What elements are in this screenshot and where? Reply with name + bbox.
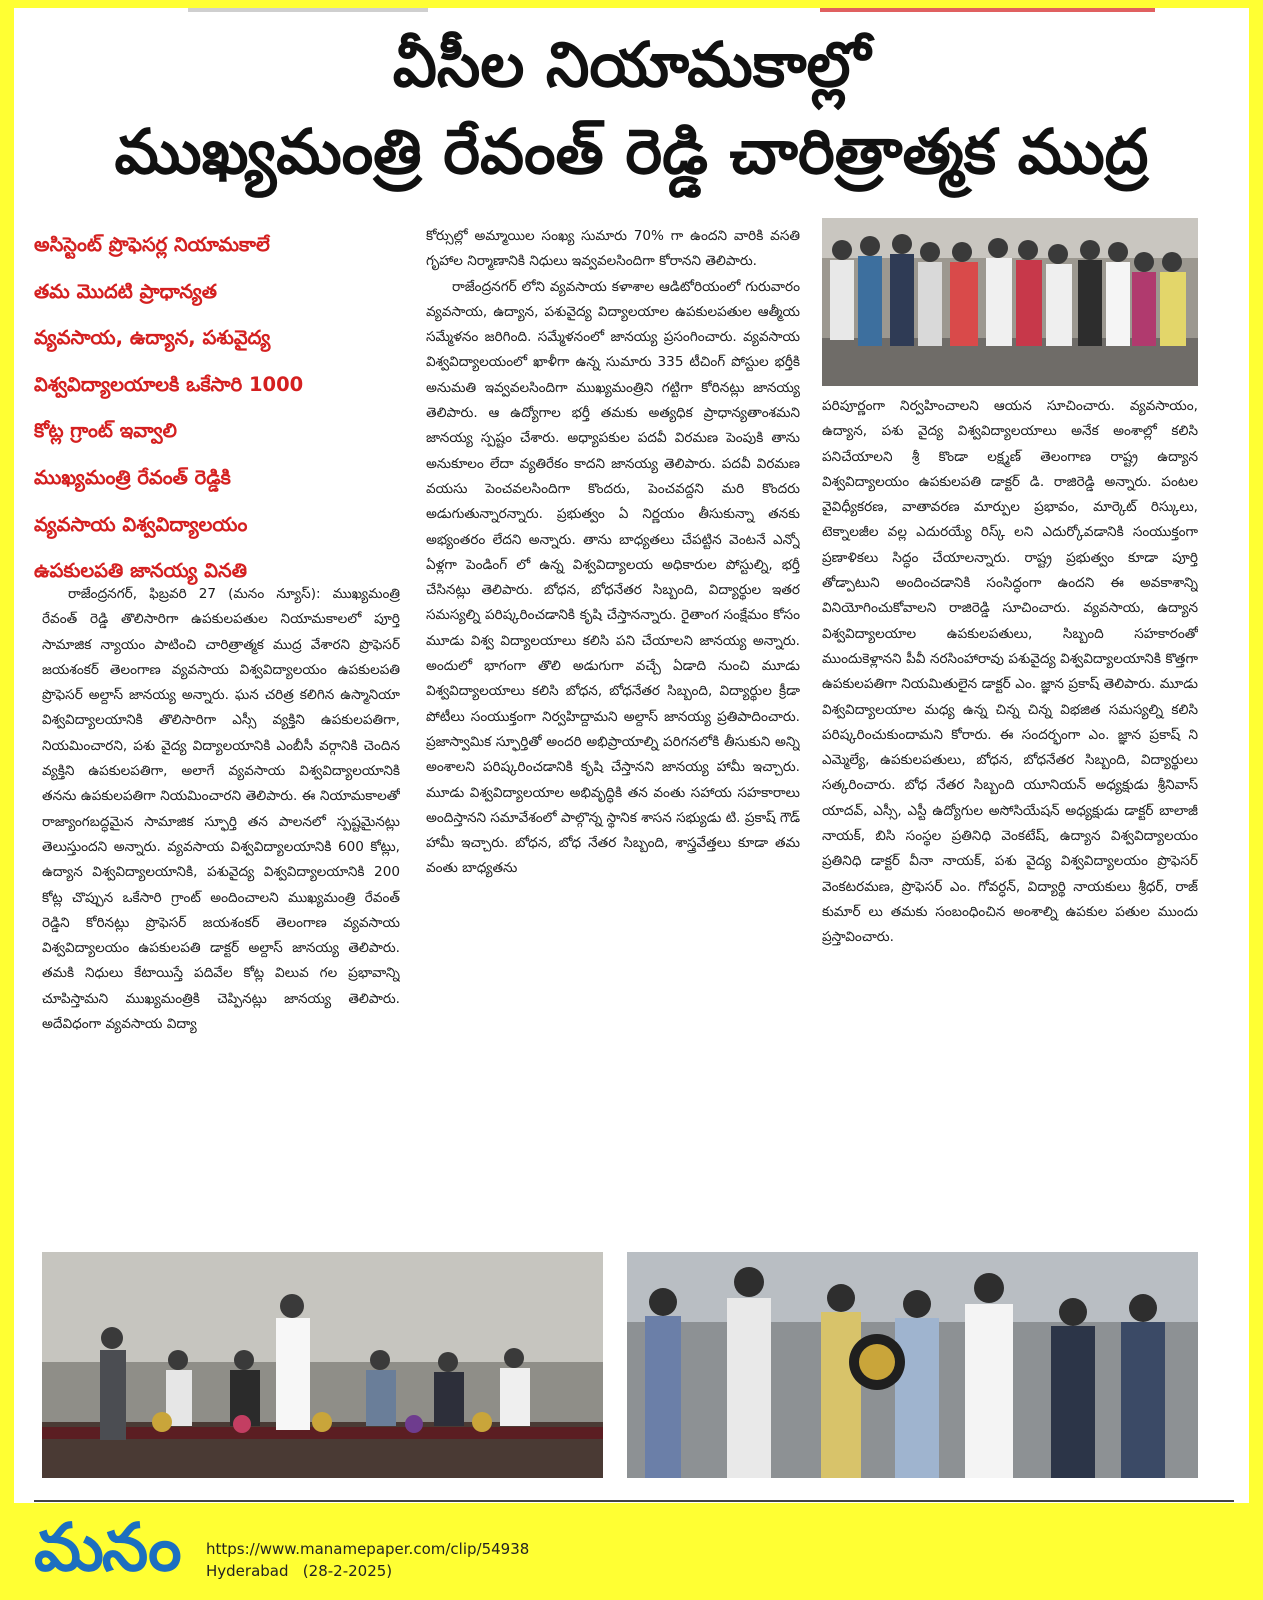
footer-divider [34,1500,1234,1502]
article-column-1: రాజేంద్రనగర్, ఫిబ్రవరి 27 (మనం న్యూస్): ముఖ్యమంత్రి రేవంత్ రెడ్డి తొలిసారిగా ఉపకులపతుల నియామకాలలో పూర్తి సామాజిక న్యాయం పాటించి చారిత్రాత్మక ముద్ర వేశారని ప్రొఫెసర్ జయశంకర్ తెలంగాణ వ్యవసాయ విశ్వవిద్యాలయం ఉపకులపతి ప్రొఫెసర్ అల్దాస్ జానయ్య అన్నారు. ఘన చరిత్ర కలిగిన ఉస్మానియా విశ్వవిద్యాలయానికి తొలిసారిగా ఎస్సీ వ్యక్తిని ఉపకులపతిగా, నియమించారని, పశు వైద్య విద్యాలయానికి ఎంబీసీ వర్గానికి చెందిన వ్యక్తిని ఉపకులపతిగా, అలాగే వ్యవసాయ విశ్వవిద్యాలయానికి తనను ఉపకులపతిగా నియమించారని తెలిపారు. ఈ నియామకాలతో రాజ్యాంగబద్ధమైన సామాజిక స్ఫూర్తి తన పాలనలో స్పష్టమైనట్లు తెలుస్తుందని అన్నారు. వ్యవసాయ విశ్వవిద్యాలయానికి 600 కోట్లు, ఉద్యాన విశ్వవిద్యాలయానికి, పశువైద్య విశ్వవిద్యాలయానికి 200 కోట్ల చొప్పున ఒకేసారి గ్రాంట్ అందించాలని ముఖ్యమంత్రి రేవంత్ రెడ్డిని కోరినట్లు ప్రొఫెసర్ జయశంకర్ తెలంగాణ వ్యవసాయ విశ్వవిద్యాలయం ఉపకులపతి డాక్టర్ అల్దాస్ జానయ్య తెలిపారు. తమకి నిధులు కేటాయిస్తే పదివేల కోట్ల విలువ గల ప్రభావాన్ని చూపిస్తామని ముఖ్యమంత్రికి చెప్పినట్లు జానయ్య తెలిపారు. అదేవిధంగా వ్యవసాయ విద్యా [42,586,400,1033]
deck-subheads [34,222,402,595]
deck-line: అసిస్టెంట్ ప్రొఫెసర్ల నియామకాలే [34,233,270,256]
deck-line: తమ మొదటి ప్రాధాన్యత [34,279,217,303]
headline-line-1: వీసీల నియామకాల్లో [392,28,871,101]
deck-line: వ్యవసాయ విశ్వవిద్యాలయం [34,512,248,536]
article-paragraph: రాజేంద్రనగర్ లోని వ్యవసాయ కళాశాల ఆడిటోరియంలో గురువారం వ్యవసాయ, ఉద్యాన, పశువైద్య విద్యాలయాల ఉపకులపతుల ఆత్మీయ సమ్మేళనం జరిగింది. సమ్మేళనంలో జానయ్య ప్రసంగించారు. వ్యవసాయ విశ్వవిద్యాలయంలో ఖాళీగా ఉన్న సుమారు 335 టీచింగ్ పోస్టుల భర్తీకి అనుమతి ఇవ్వవలసిందిగా ముఖ్యమంత్రిని గట్టిగా కోరినట్లు జానయ్య తెలిపారు. ఆ ఉద్యోగాల భర్తీ తమకు అత్యధిక ప్రాధాన్యతాంశమని జానయ్య స్పష్టం చేశారు. అధ్యాపకుల పదవీ విరమణ పెంపుకి తాను అనుకూలం లేదా వ్యతిరేకం కాదని జానయ్య తెలిపారు. పదవీ విరమణ వయసు పెంచవలసిందిగా కొందరు, పెంచవద్దని మరి కొందరు అడుగుతున్నారన్నారు. ప్రభుత్వం ఏ నిర్ణయం తీసుకున్నా తనకు అభ్యంతరం లేదని అన్నారు. తాను బాధ్యతలు చేపట్టిన వెంటనే ఎన్నో ఏళ్లగా పెండింగ్ లో ఉన్న విశ్వవిద్యాలయ అధికారుల పోస్టుల్ని, భర్తీ చేసినట్లు తెలిపారు. బోధన, బోధనేతర సిబ్బంది, విద్యార్థుల ఇతర సమస్యల్ని పరిష్కరించడానికి కృషి చేస్తానన్నారు. రైతాంగ సంక్షేమం కోసం మూడు విశ్వ విద్యాలయాలు కలిసి పని చేయాలని జానయ్య అన్నారు. అందులో భాగంగా తొలి అడుగుగా వచ్చే ఏడాది నుంచి మూడు విశ్వవిద్యాలయాలు కలిసి బోధన, బోధనేతర సిబ్బంది, విద్యార్థుల క్రీడా పోటీలు సంయుక్తంగా నిర్వహిద్దామని అల్దాస్ జానయ్య ప్రతిపాదించారు. ప్రజాస్వామిక స్ఫూర్తితో అందరి అభిప్రాయాల్ని పరిగనలోకి తీసుకుని అన్ని అంశాలని పరిష్కరించడానికి కృషి చేస్తానని జానయ్య హామీ ఇచ్చారు. మూడు విశ్వవిద్యాలయాల అభివృద్ధికి తన వంతు సహాయ సహకారాలు అందిస్తానని సమావేశంలో పాల్గొన్న స్థానిక శాసన సభ్యుడు టి. ప్రకాష్ గౌడ్ హామీ ఇచ్చారు. బోధన, బోధ నేతర సిబ్బంది, శాస్త్రవేత్తలు కూడా తమ వంతు బాధ్యతను [426,278,800,877]
deck-line: ఉపకులపతి జానయ్య వినతి [34,559,247,583]
top-divider-right [820,8,1155,12]
clip-url[interactable]: https://www.manamepaper.com/clip/54938 [206,1540,530,1558]
dateline: Hyderabad (28-2-2025) [206,1562,393,1580]
headline-line-2: ముఖ్యమంత్రి రేవంత్ రెడ్డి చారిత్రాత్మక ముద్ర [114,115,1149,188]
article-paragraph: కోర్సుల్లో అమ్మాయిల సంఖ్య సుమారు 70% గా ఉందని వారికి వసతి గృహాల నిర్మాణానికి నిధులు ఇవ్వవలసిందిగా కోరానని తెలిపారు. [426,228,800,270]
photo-memento-presentation [627,1252,1198,1478]
photo-speaker-at-podium [42,1252,603,1478]
photo-felicitation-group [822,218,1198,386]
deck-line: విశ్వవిద్యాలయాలకి ఒకేసారి 1000 [34,372,304,396]
manam-logo: మనం [34,1509,180,1586]
deck-line: కోట్ల గ్రాంట్ ఇవ్వాలి [34,419,177,443]
top-divider-left [188,8,428,12]
deck-line: ముఖ్యమంత్రి రేవంత్ రెడ్డికి [34,465,231,489]
deck-line: వ్యవసాయ, ఉద్యాన, పశువైద్య [34,326,271,350]
article-column-3: పరిపూర్ణంగా నిర్వహించాలని ఆయన సూచించారు. వ్యవసాయం, ఉద్యాన, పశు వైద్య విశ్వవిద్యాలయాలు అనేక అంశాల్లో కలిసి పనిచేయాలని శ్రీ కొండా లక్ష్మణ్ తెలంగాణ రాష్ట్ర ఉద్యాన విశ్వవిద్యాలయం ఉపకులపతి డాక్టర్ డి. రాజిరెడ్డి అన్నారు. పంటల వైవిధ్యీకరణ, వాతావరణ మార్పుల ప్రభావం, మార్కెట్ రిస్కులు, టెక్నాలజీల వల్ల ఎదురయ్యే రిస్క్ లని ఎదుర్కోవడానికి సంయుక్తంగా ప్రణాళికలు సిద్ధం చేయాలన్నారు. రాష్ట్ర ప్రభుత్వం కూడా పూర్తి తోడ్పాటుని అందించడానికి సంసిద్ధంగా ఉందని ఈ అవకాశాన్ని వినియోగించుకోవాలని రాజిరెడ్డి సూచించారు. వ్యవసాయ, ఉద్యాన విశ్వవిద్యాలయాల ఉపకులపతులు, సిబ్బంది సహకారంతో ముందుకెళ్లానని పీవీ నరసింహారావు పశువైద్య విశ్వవిద్యాలయానికి కొత్తగా ఉపకులపతిగా నియమితులైన డాక్టర్ ఎం. జ్ఞాన ప్రకాష్ తెలిపారు. మూడు విశ్వవిద్యాలయాల మధ్య ఉన్న చిన్న చిన్న విభజిత సమస్యల్ని కలిసి పరిష్కరించుకుందామని కోరారు. ఈ సందర్భంగా ఎం. జ్ఞాన ప్రకాష్ ని ఎమ్మెల్యే, ఉపకులపతులు, బోధన, బోధనేతర సిబ్బంది, విద్యార్థులు సత్కరించారు. బోధ నేతర సిబ్బంది యూనియన్ అధ్యక్షుడు శ్రీనివాస్ యాదవ్, ఎస్సీ, ఎస్టీ ఉద్యోగుల అసోసియేషన్ అధ్యక్షుడు డాక్టర్ బాలాజీ నాయక్, బిసి సంస్థల ప్రతినిధి వెంకటేష్, ఉద్యాన విశ్వవిద్యాలయం ప్రతినిధి డాక్టర్ వీనా నాయక్, పశు వైద్య విశ్వవిద్యాలయం ప్రొఫెసర్ వెంకటరమణ, ప్రొఫెసర్ ఎం. గోవర్ధన్, విద్యార్థి నాయకులు శ్రీధర్, రాజ్ కుమార్ లు తమకు సంబంధించిన అంశాల్ని ఉపకుల పతుల ముందు ప్రస్తావించారు. [822,398,1198,946]
article-column-2 [426,224,800,1230]
